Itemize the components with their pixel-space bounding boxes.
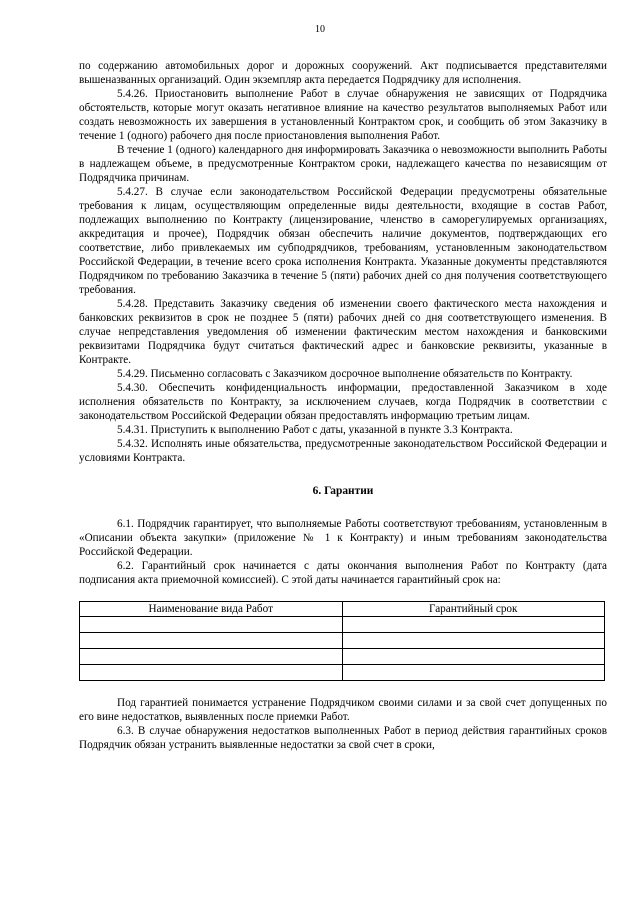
warranty-table	[79, 601, 605, 681]
warranty-period-cell	[342, 617, 605, 633]
work-type-cell	[80, 649, 343, 665]
warranty-period-cell	[342, 649, 605, 665]
table-header-work-type: Наименование вида Работ	[80, 602, 343, 617]
guarantees-section	[79, 517, 607, 587]
paragraph: 6.1. Подрядчик гарантирует, что выполняемые Работы соответствуют требованиям, установленным в «Описании объекта закупки» (приложение № 1 к Контракту) и иным требованиям законодательства Российской Федерации.	[79, 518, 607, 558]
section-heading: 6. Гарантии	[312, 485, 374, 497]
paragraph: 6.3. В случае обнаружения недостатков выполненных Работ в период действия гарантийных сроков Подрядчик обязан устранить выявленные недостатки за свой счет в сроки,	[79, 725, 607, 751]
document-body	[79, 59, 607, 752]
paragraph: Под гарантией понимается устранение Подрядчиком своими силами и за свой счет допущенных по его вине недостатков, выявленных после приемки Работ.	[79, 697, 607, 723]
paragraph: 5.4.32. Исполнять иные обязательства, предусмотренные законодательством Российской Федерации и условиями Контракта.	[79, 438, 607, 464]
table-header-warranty-period: Гарантийный срок	[342, 602, 605, 617]
paragraph: 5.4.26. Приостановить выполнение Работ в случае обнаружения не зависящих от Подрядчика обстоятельств, которые могут оказать негативное влияние на качество результатов выполняемых Работ или создать невозможность их завершения в установленный Контрактом срок, и сообщить об этом Заказчику в течение 1 (одного) рабочего дня после приостановления выполнения Работ.	[79, 88, 607, 142]
work-type-cell	[80, 617, 343, 633]
table-row	[80, 649, 605, 665]
warranty-period-cell	[342, 633, 605, 649]
paragraph: 5.4.27. В случае если законодательством Российской Федерации предусмотрены обязательные требования к лицам, осуществляющим определенные виды деятельности, входящие в состав Работ, подлежащих выполнению по Контракту (лицензирование, членство в саморегулируемых организациях, аккредитация и прочее), Подрядчик обязан обеспечить наличие документов, подтверждающих его соответствие, либо привлекаемых им субподрядчиков, требованиям, установленным законодательством Российской Федерации, в течение всего срока исполнения Контракта. Указанные документы представляются Подрядчиком по требованию Заказчика в течение 5 (пяти) рабочих дней со дня получения соответствующего требования.	[79, 186, 607, 296]
paragraph: 6.2. Гарантийный срок начинается с даты окончания выполнения Работ по Контракту (дата подписания акта приемочной комиссией). С этой даты начинается гарантийный срок на:	[79, 560, 607, 586]
paragraph: В течение 1 (одного) календарного дня информировать Заказчика о невозможности выполнить Работы в надлежащем объеме, в предусмотренные Контрактом сроки, надлежащего качества по независящим от Подрядчика причинам.	[79, 144, 607, 184]
paragraph: 5.4.30. Обеспечить конфиденциальность информации, предоставленной Заказчиком в ходе исполнения обязательств по Контракту, за исключением случаев, когда Подрядчик в соответствии с законодательством Российской Федерации обязан предоставлять информацию третьим лицам.	[79, 382, 607, 422]
paragraph: 5.4.31. Приступить к выполнению Работ с даты, указанной в пункте 3.3 Контракта.	[117, 424, 513, 436]
page-number: 10	[315, 24, 325, 35]
paragraph: по содержанию автомобильных дорог и дорожных сооружений. Акт подписывается представителями вышеназванных организаций. Один экземпляр акта передается Подрядчику для исполнения.	[79, 60, 607, 86]
paragraph: 5.4.28. Представить Заказчику сведения об изменении своего фактического места нахождения и банковских реквизитов в срок не позднее 5 (пяти) рабочих дней со дня соответствующего изменения. В случае непредставления уведомления об изменении фактическим местом нахождения и банковскими реквизитами Подрядчика будут считаться фактический адрес и банковские реквизиты, указанные в Контракте.	[79, 298, 607, 366]
work-type-cell	[80, 665, 343, 681]
obligations-section	[79, 59, 607, 465]
warranty-period-cell	[342, 665, 605, 681]
table-row	[80, 665, 605, 681]
paragraph: 5.4.29. Письменно согласовать с Заказчиком досрочное выполнение обязательств по Контракту.	[117, 368, 573, 380]
work-type-cell	[80, 633, 343, 649]
table-header-row	[80, 602, 605, 617]
table-row	[80, 633, 605, 649]
table-row	[80, 617, 605, 633]
guarantee-terms	[79, 696, 607, 752]
